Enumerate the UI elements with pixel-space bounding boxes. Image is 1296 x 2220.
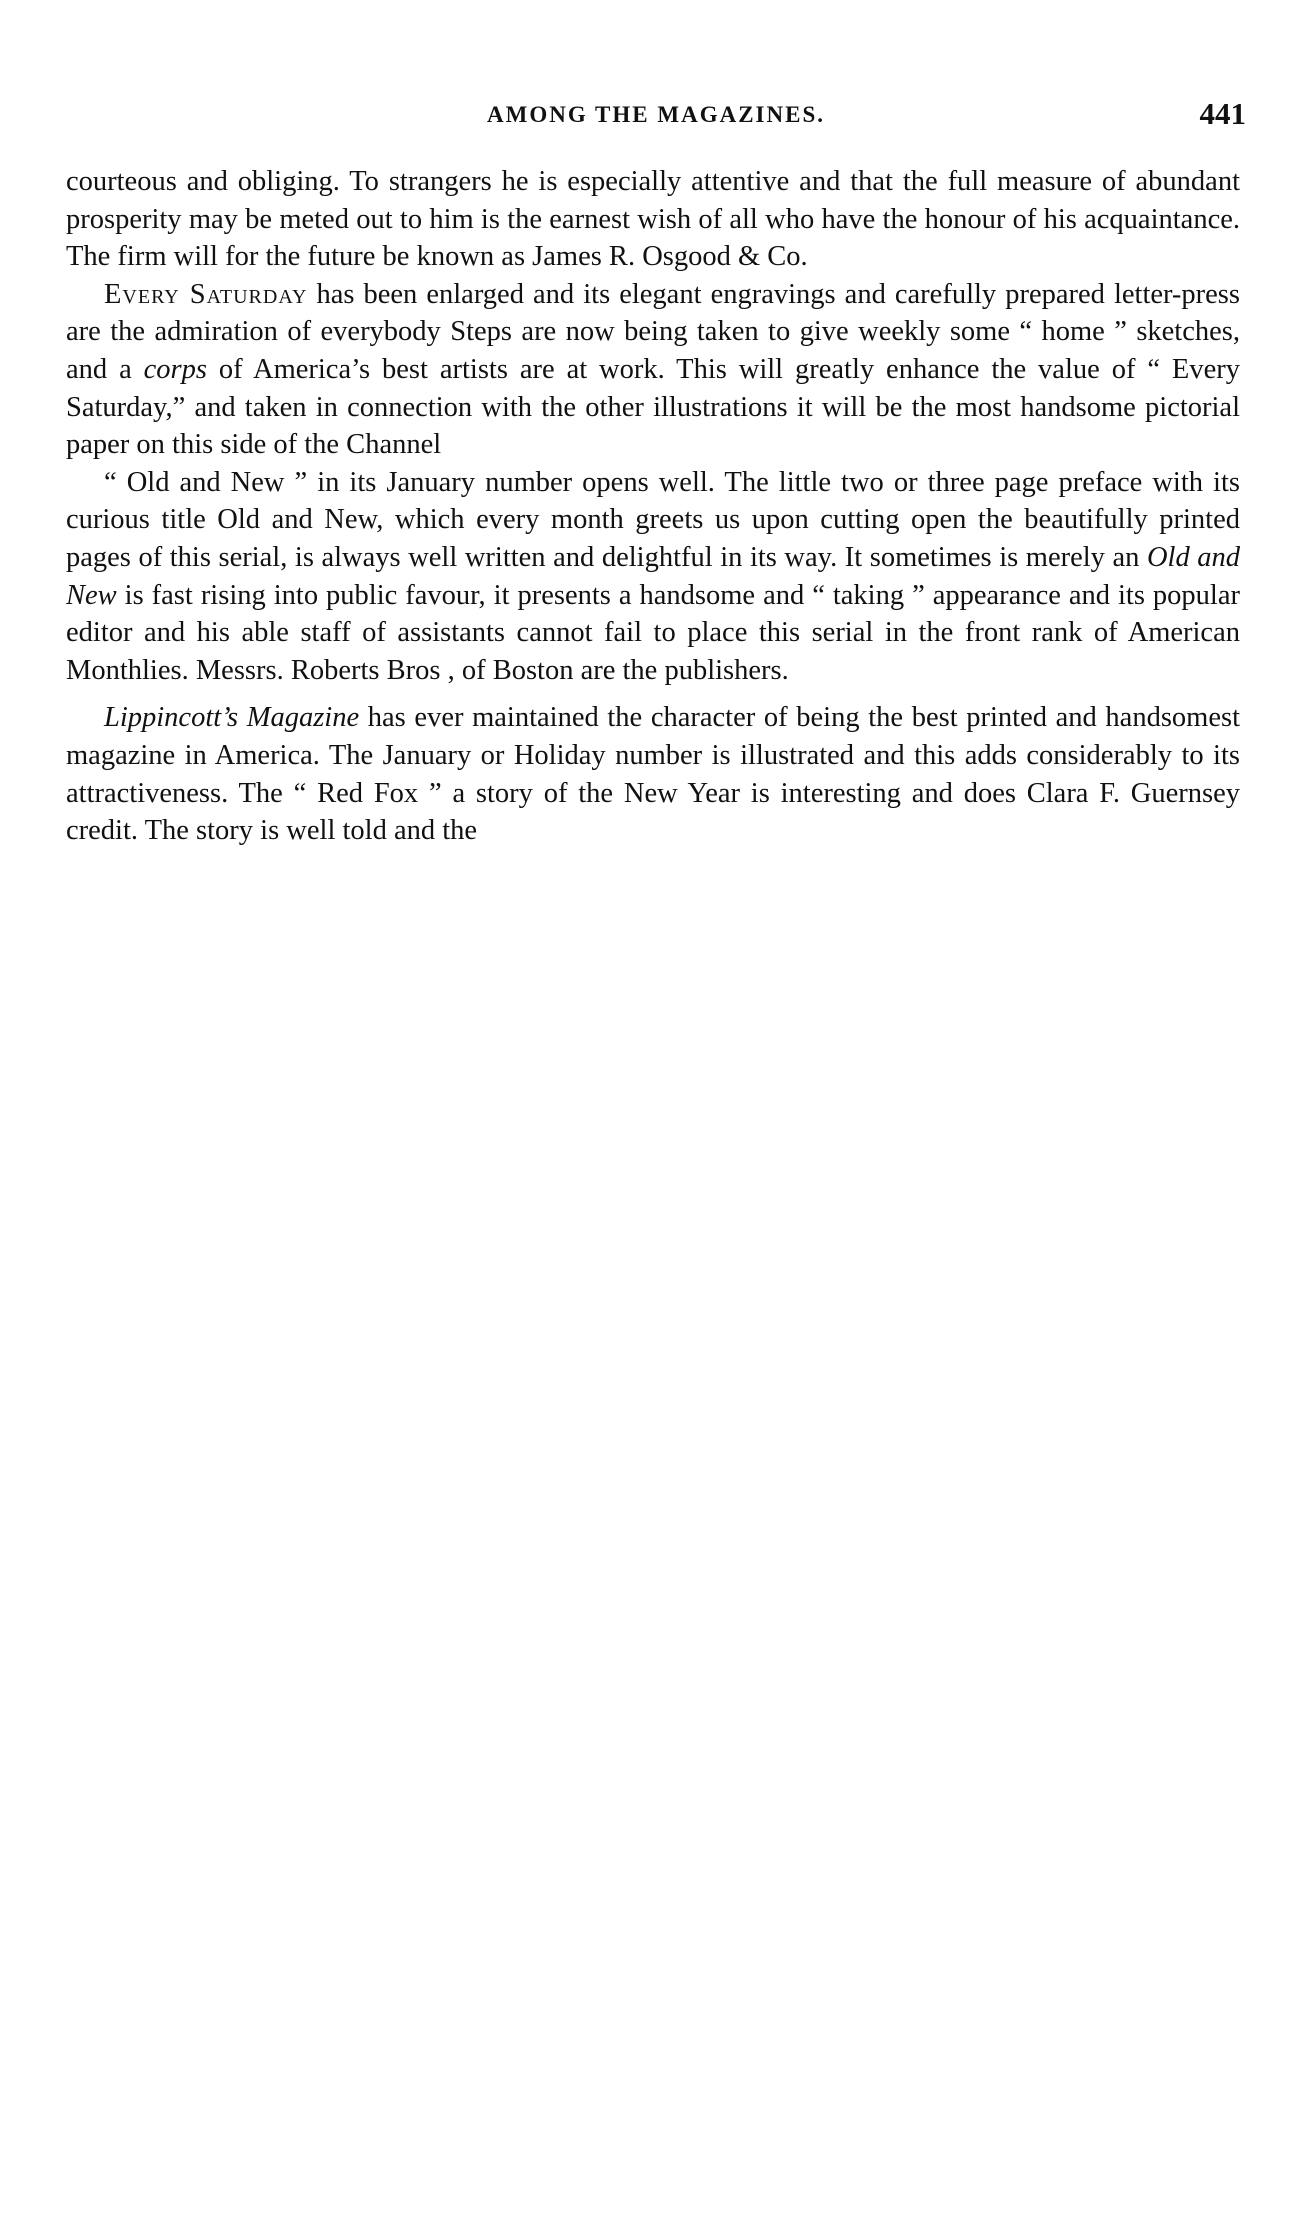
page-number: 441 xyxy=(1199,96,1246,131)
paragraph-text: of America’s best artists are at work. This will greatly enhance the value of “ Every Saturday,” and taken in connection with the other illustrations it will be the most handsome pictorial paper on this side of the Channel xyxy=(66,353,1240,461)
magazine-title-every-saturday: Every Saturday xyxy=(104,278,308,310)
paragraph-text: has been enlarged and its elegant engravings and carefully prepared letter-press are the admiration of everybody Steps are now being taken to give weekly some “ home ” sketches, and a xyxy=(66,278,1240,385)
italic-term-corps: corps xyxy=(143,353,207,385)
paragraph-text: “ Old and New ” in its January number opens well. The little two or three page preface with its curious title Old and New, which every month greets us upon cutting open the beautifully printed pages of this serial, is always well written and delightful in its way. It sometimes is merely an xyxy=(66,466,1240,573)
running-head xyxy=(66,98,1246,138)
paragraph-text: has ever maintained the character of being the best printed and handsomest magazine in America. The January or Holiday number is illustrated and this adds considerably to its attractiveness. The “ Red Fox ” a story of the New Year is interesting and does Clara F. Guernsey credit. The story is well told and the xyxy=(66,702,1240,847)
paragraph-every-saturday xyxy=(66,276,1240,464)
magazine-title-lippincotts: Lippincott’s Magazine xyxy=(104,702,360,734)
paragraph-text: is fast rising into public favour, it presents a handsome and “ taking ” appearance and its popular editor and his able staff of assistants cannot fail to place this serial in the front rank of American Monthlies. Messrs. Roberts Bros , of Boston are the publishers. xyxy=(66,579,1240,686)
paragraph-lippincotts xyxy=(66,699,1240,849)
body-text xyxy=(66,163,1240,850)
paragraph-old-and-new xyxy=(66,464,1240,690)
running-title: AMONG THE MAGAZINES. xyxy=(487,102,825,127)
paragraph-osgood-continuation: courteous and obliging. To strangers he is especially attentive and that the full measure of abundant prosperity may be meted out to him is the earnest wish of all who have the honour of his acquaintance. The firm will for the future be known as James R. Osgood & Co. xyxy=(66,166,1240,273)
italic-term-epitome: Old and New xyxy=(66,541,1241,611)
